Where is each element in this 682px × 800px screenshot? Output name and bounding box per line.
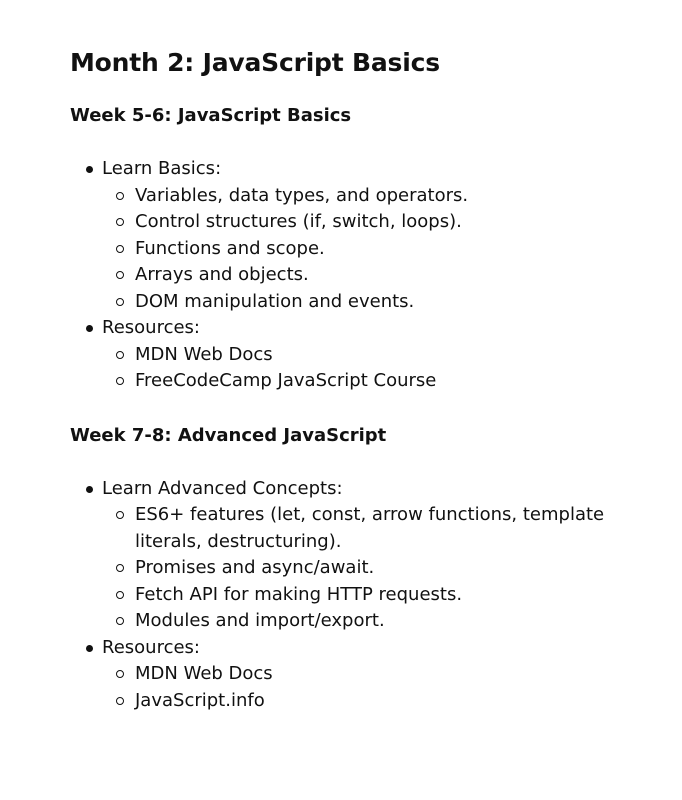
list-group-learn-basics [70, 156, 682, 315]
sub-list [102, 183, 682, 316]
group-label: Resources: [102, 636, 200, 658]
group-label: Learn Basics: [102, 158, 222, 179]
list-item: Fetch API for making HTTP requests. [102, 582, 650, 609]
list-item: FreeCodeCamp JavaScript Course [102, 368, 650, 395]
list-item: DOM manipulation and events. [102, 289, 650, 316]
list-item: Modules and import/export. [102, 608, 650, 635]
section-list-week-7-8 [70, 476, 682, 715]
section-heading-week-5-6: Week 5-6: JavaScript Basics [70, 105, 352, 126]
sub-list [102, 661, 682, 714]
list-item: MDN Web Docs [102, 342, 650, 369]
list-item: ES6+ features (let, const, arrow functions, template literals, destructuring). [102, 502, 650, 555]
list-item: Functions and scope. [102, 236, 650, 263]
list-group-resources [70, 315, 682, 395]
list-item: MDN Web Docs [102, 661, 650, 688]
section-list-week-5-6 [70, 156, 682, 395]
group-label: Learn Advanced Concepts: [102, 477, 343, 499]
list-item: JavaScript.info [102, 688, 650, 715]
page-title: Month 2: JavaScript Basics [70, 48, 440, 77]
group-label: Resources: [102, 317, 200, 338]
list-item: Arrays and objects. [102, 262, 650, 289]
section-heading-week-7-8: Week 7-8: Advanced JavaScript [70, 424, 387, 446]
list-group-learn-advanced [70, 476, 682, 635]
sub-list [102, 502, 682, 635]
list-group-resources [70, 635, 682, 715]
sub-list [102, 342, 682, 395]
list-item: Promises and async/await. [102, 555, 650, 582]
list-item: Control structures (if, switch, loops). [102, 209, 650, 236]
list-item: Variables, data types, and operators. [102, 183, 650, 210]
